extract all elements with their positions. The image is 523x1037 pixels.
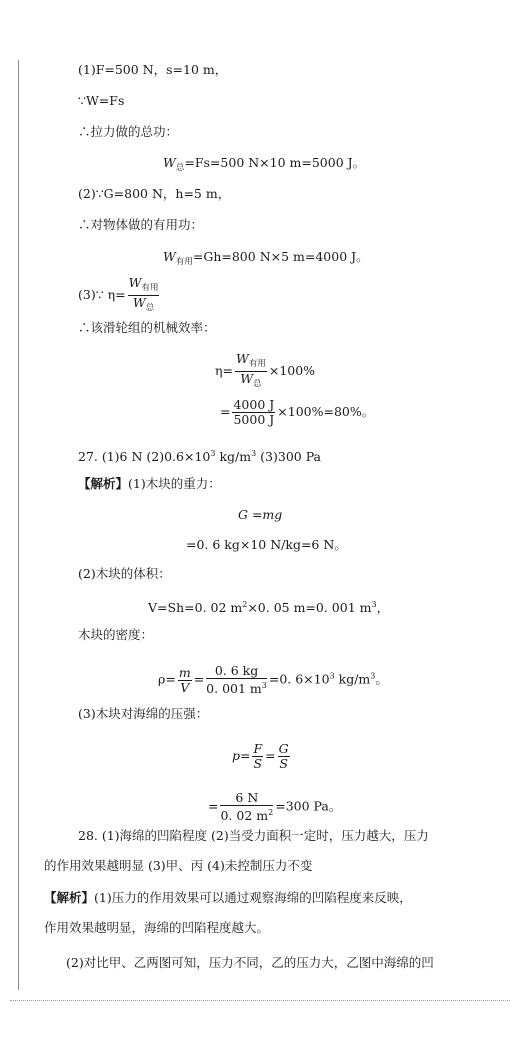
eq-density-end: 。	[375, 671, 388, 687]
eq-volume	[148, 597, 389, 616]
eq-efficiency-formula	[215, 352, 315, 391]
denominator-sub: 总	[253, 379, 262, 389]
symbol-w: W	[163, 155, 176, 170]
numerator-g: G	[278, 741, 289, 756]
line-efficiency-heading: ∴该滑轮组的机械效率：	[78, 320, 216, 335]
analysis-28-text: (1)压力的作用效果可以通过观察海绵的凹陷程度来反映，	[94, 890, 412, 905]
eq-equals: =	[265, 748, 276, 763]
line-volume-heading: (2)木块的体积：	[78, 566, 171, 581]
numerator-sub: 有用	[248, 359, 266, 369]
analysis-27-heading	[78, 476, 221, 492]
line-pressure-heading: (3)木块对海绵的压强：	[78, 706, 209, 721]
numerator-6n: 6 N	[220, 791, 273, 806]
eq-efficiency-result	[220, 398, 374, 427]
denominator-volume	[206, 679, 267, 696]
eq-density-result-a: =0. 6×10	[268, 671, 330, 687]
sup-3: 3	[371, 600, 377, 609]
eq-density	[158, 664, 388, 696]
sup-2: 2	[242, 600, 248, 609]
numerator-f: F	[253, 741, 263, 756]
analysis-27-text: (1)木块的重力：	[128, 476, 221, 491]
margin-rule	[18, 60, 19, 990]
denominator-s: S	[253, 756, 263, 771]
sup-3: 3	[251, 449, 257, 458]
analysis-28-line3: (2)对比甲、乙两图可知，压力不同，乙的压力大，乙图中海绵的凹	[66, 955, 434, 970]
denominator-w: W	[240, 371, 254, 386]
fraction-4000-over-5000	[232, 398, 275, 427]
eq-equals: =	[208, 798, 219, 814]
answer-27-part-c: (3)300 Pa	[256, 449, 322, 464]
eq-equals: =	[220, 404, 231, 419]
subscript-total: 总	[175, 163, 185, 173]
denominator-s: S	[279, 756, 288, 771]
fraction-f-over-s	[252, 742, 263, 771]
numerator-mass: 0. 6 kg	[206, 664, 267, 679]
eq-efficiency-prefix: (3)∵ η=	[78, 287, 126, 302]
eq-volume-c: ，	[376, 600, 390, 615]
eq-pressure-result	[208, 791, 341, 823]
eq-p-prefix: p=	[232, 748, 251, 763]
answer-28-line2: 的作用效果越明显 (3)甲、丙 (4)未控制压力不变	[44, 858, 313, 873]
eq-total-work	[163, 155, 365, 176]
eq-useful-work-rest: =Gh=800 N×5 m=4000 J。	[192, 249, 369, 264]
sup-3: 3	[370, 671, 376, 681]
eq-efficiency-definition	[78, 276, 161, 315]
numerator-sub: 有用	[141, 283, 159, 293]
fraction-mass-over-volume	[206, 664, 267, 696]
line-because-w-fs: ∵W=Fs	[78, 93, 125, 108]
numerator-4000: 4000 J	[233, 397, 275, 412]
analysis-tag: 【解析】	[44, 890, 95, 905]
eq-pressure-300pa: =300 Pa。	[275, 798, 342, 814]
fraction-6n-over-area	[220, 791, 273, 823]
line-useful-work-heading: ∴对物体做的有用功：	[78, 217, 204, 232]
eq-gravity-value: =0. 6 kg×10 N/kg=6 N。	[186, 537, 347, 552]
line-part2-given: (2)∵G=800 N，h=5 m，	[78, 186, 231, 201]
sup-3: 3	[261, 681, 267, 690]
numerator-w: W	[235, 351, 249, 366]
sup-3: 3	[210, 449, 216, 458]
denominator-5000: 5000 J	[233, 412, 275, 427]
analysis-28-line2: 作用效果越明显，海绵的凹陷程度越大。	[44, 920, 270, 935]
denominator-area	[220, 806, 273, 823]
line-total-work-heading: ∴拉力做的总功：	[78, 124, 179, 139]
numerator-m: m	[178, 664, 191, 680]
eq-result-80: ×100%=80%。	[277, 404, 375, 419]
eq-total-work-rest: =Fs=500 N×10 m=5000 J。	[184, 155, 366, 170]
eq-efficiency-times: ×100%	[268, 363, 316, 378]
fraction-m-over-v	[178, 666, 192, 695]
analysis-tag: 【解析】	[78, 476, 129, 491]
answer-27-unit: kg/m	[215, 449, 252, 464]
eq-eta-prefix: η=	[215, 363, 233, 378]
denominator-area-value: 0. 02 m	[220, 808, 269, 823]
subscript-useful: 有用	[175, 257, 193, 267]
denominator-w: W	[132, 295, 146, 310]
analysis-28-line1	[44, 890, 412, 906]
sup-2: 2	[268, 808, 274, 817]
line-part1-given: (1)F=500 N，s=10 m，	[78, 62, 228, 77]
denominator-volume-value: 0. 001 m	[206, 681, 262, 696]
sup-3: 3	[329, 671, 335, 681]
eq-rho-prefix: ρ=	[158, 671, 176, 687]
fraction-w-useful-over-w-total	[128, 276, 160, 315]
eq-gravity-formula: G =mg	[238, 507, 283, 522]
page-bottom-dotted-rule	[10, 1000, 510, 1001]
eq-pressure-formula	[232, 742, 292, 771]
denominator-v: V	[180, 679, 190, 695]
eq-volume-a: V=Sh=0. 02 m	[148, 600, 243, 615]
symbol-w: W	[163, 249, 176, 264]
answer-28-line1: 28. (1)海绵的凹陷程度 (2)当受力面积一定时，压力越大，压力	[78, 828, 429, 843]
eq-equals: =	[193, 671, 205, 687]
fraction-efficiency	[235, 352, 267, 391]
answer-27	[78, 446, 321, 465]
denominator-sub: 总	[145, 303, 155, 313]
eq-volume-b: ×0. 05 m=0. 001 m	[247, 600, 372, 615]
fraction-g-over-s	[278, 742, 290, 771]
answer-27-part-a: 27. (1)6 N (2)0.6×10	[78, 449, 211, 464]
line-density-heading: 木块的密度：	[78, 627, 154, 642]
eq-density-unit: kg/m	[334, 671, 371, 687]
numerator-w: W	[128, 275, 142, 290]
eq-useful-work	[163, 249, 369, 270]
